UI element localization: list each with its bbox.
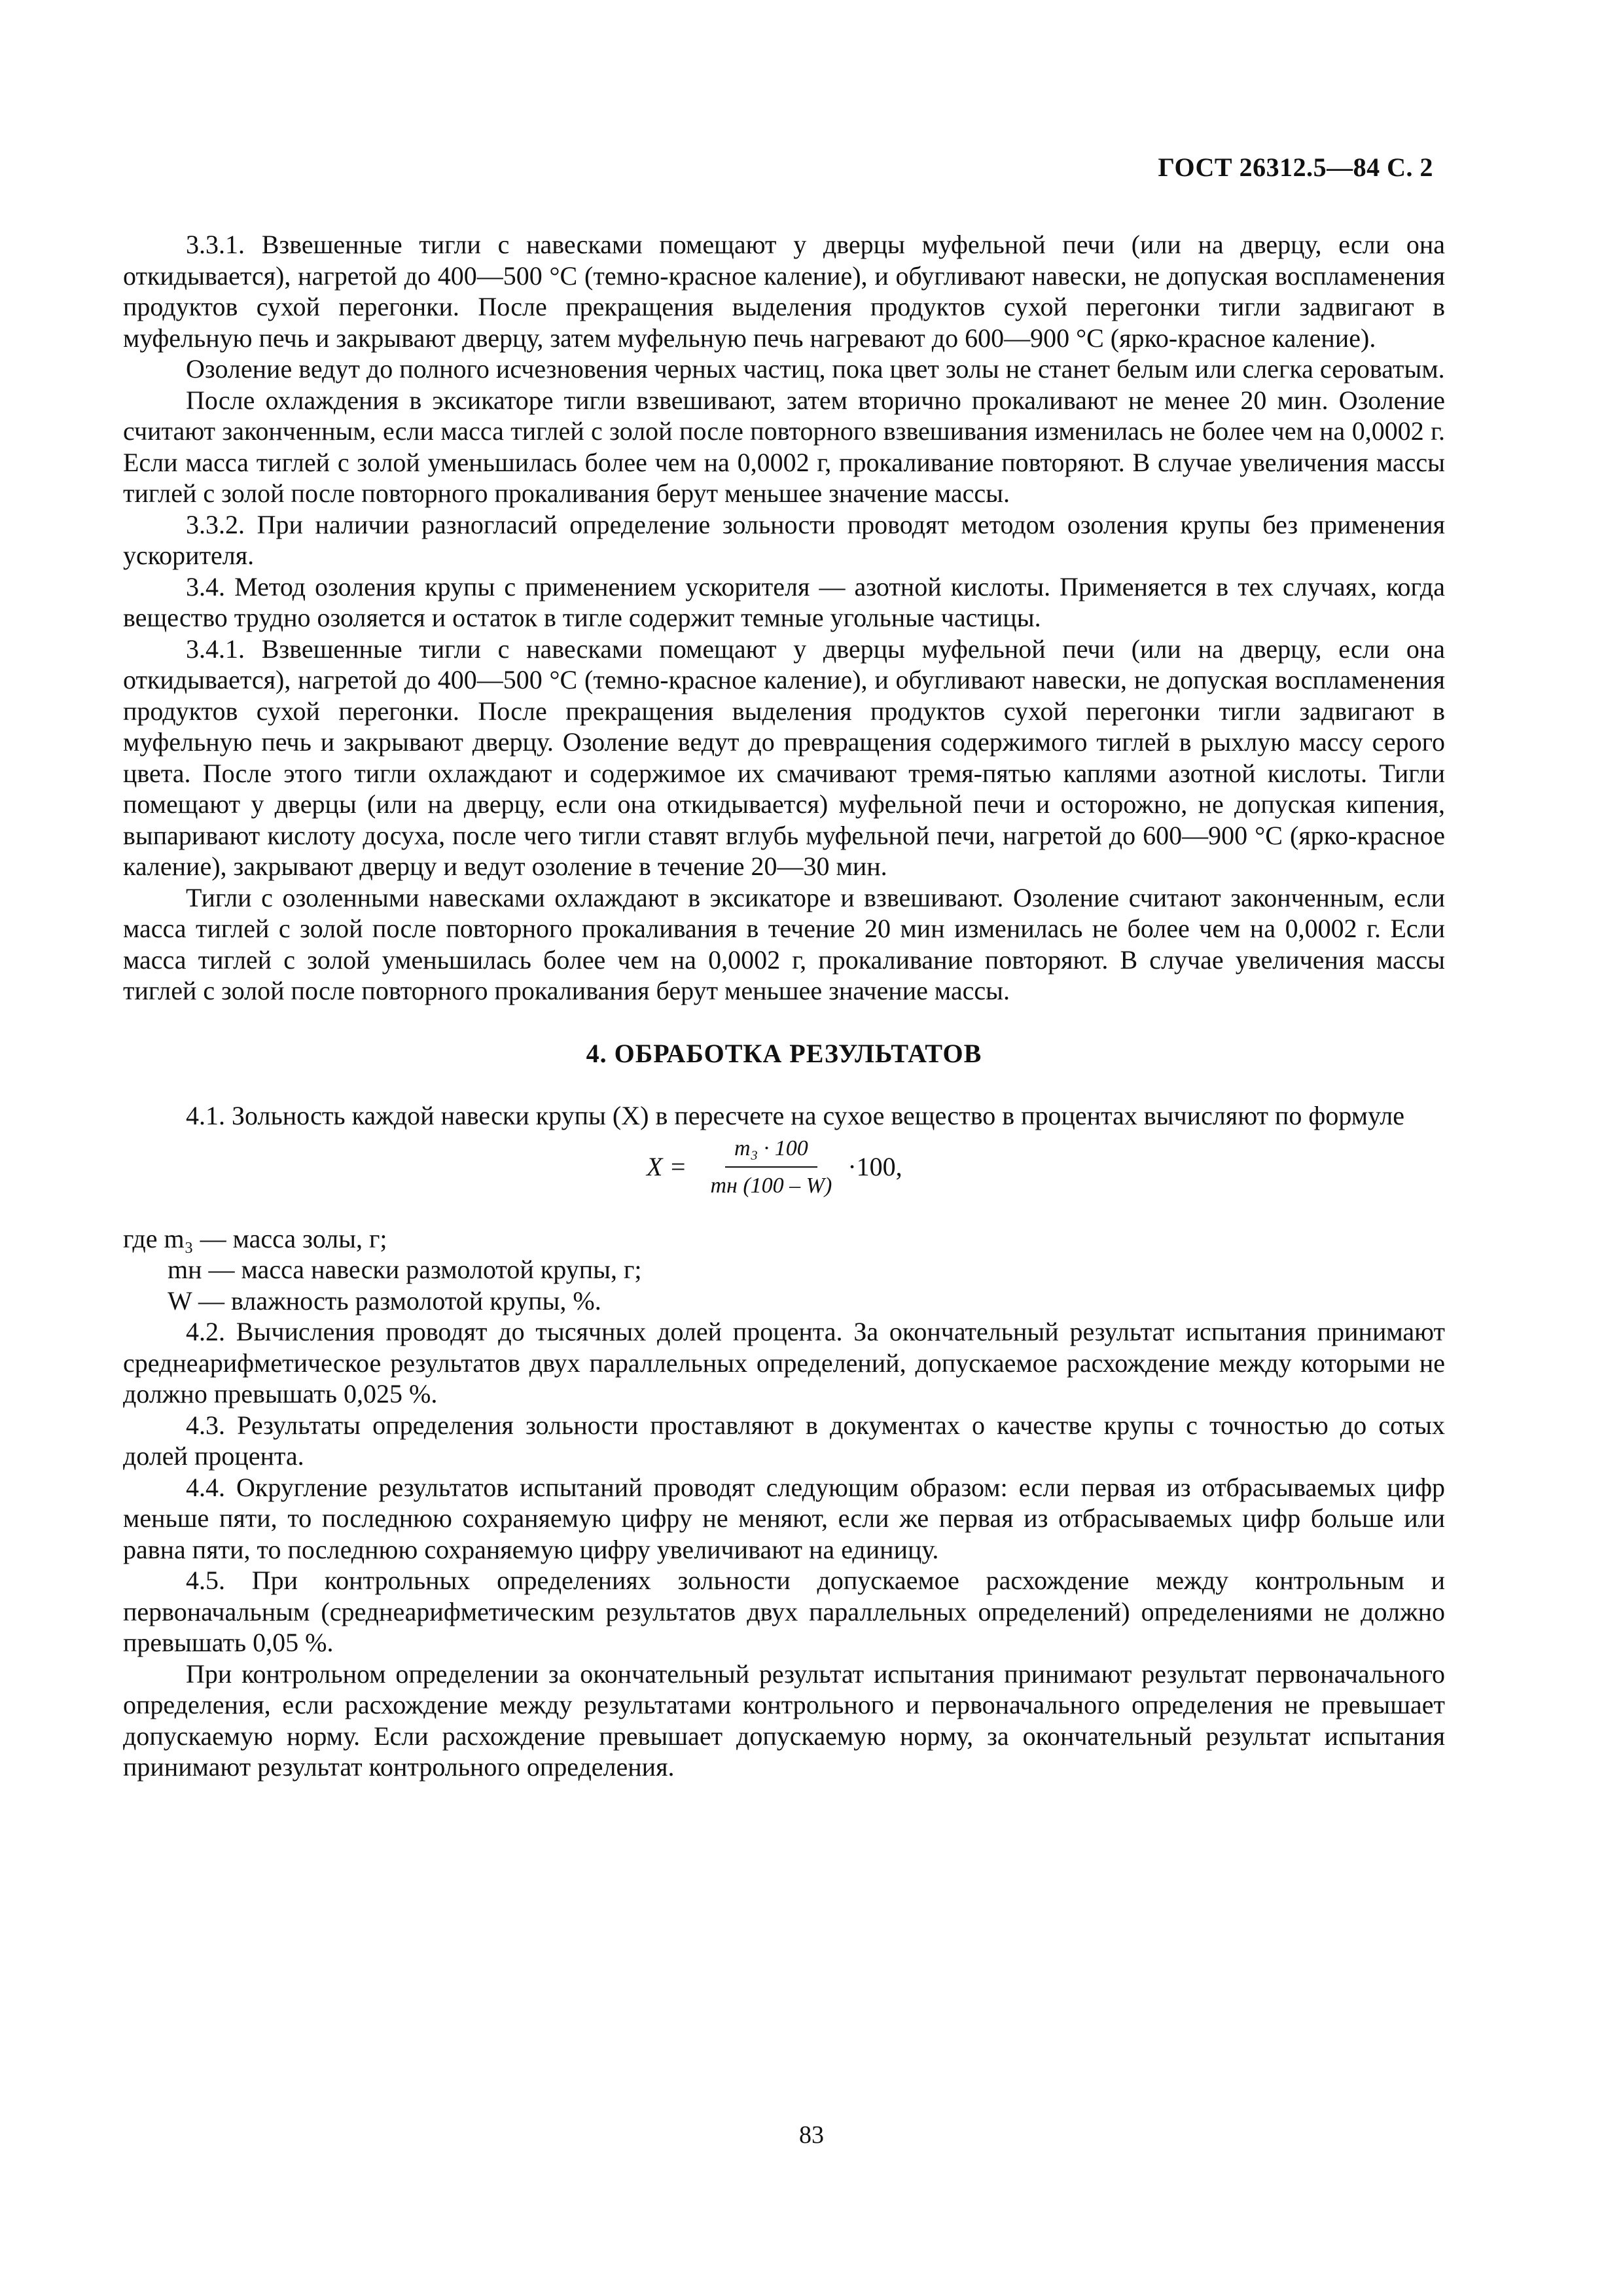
formula-denominator: mн (100 – W): [710, 1174, 832, 1198]
formula-block: [123, 1133, 1445, 1211]
paragraph-3-3-1: 3.3.1. Взвешенные тигли с навесками помещают у дверцы муфельной печи (или на дверцу, если она откидывается), нагретой до 400—500 °С (темно-красное каление), и обугливают навески, не допуская воспламенения продуктов сухой перегонки. После прекращения выделения продуктов сухой перегонки тигли задвигают в муфельную печь и закрывают дверцу, затем муфельную печь нагревают до 600—900 °С (ярко-красное каление).: [123, 230, 1445, 353]
formula-rhs: ·100,: [847, 1152, 902, 1182]
paragraph-control-determination: При контрольном определении за окончательный результат испытания принимают результат первоначального определения, если расхождение между результатами контрольного и первоначального определения не превышает допускаемую норму. Если расхождение превышает допускаемую норму, за окончательный результат испытания принимают результат контрольного определения.: [123, 1659, 1445, 1782]
paragraph-crucibles: Тигли с озоленными навесками охлаждают в эксикаторе и взвешивают. Озоление считают законченным, если масса тиглей с золой после повторного прокаливания в течение 20 мин изменилась не более чем на 0,0002 г. Если масса тиглей с золой уменьшилась более чем на 0,0002 г, прокаливание повторяют. В случае увеличения массы тиглей с золой после повторного прокаливания берут меньшее значение массы.: [123, 882, 1445, 1005]
formula-numerator: m₃ · 100: [725, 1133, 817, 1168]
formula: [647, 1133, 902, 1202]
formula-lhs: X =: [647, 1152, 687, 1182]
page-number: 83: [799, 2121, 824, 2149]
paragraph-3-3-2: 3.3.2. При наличии разногласий определение зольности проводят методом озоления крупы без применения ускорителя.: [123, 509, 1445, 570]
document-body: [123, 229, 1445, 1783]
paragraph-3-4-1: 3.4.1. Взвешенные тигли с навесками помещают у дверцы муфельной печи (или на дверцу, если она откидывается), нагретой до 400—500 °С (темно-красное каление), и обугливают навески, не допуская воспламенения продуктов сухой перегонки. После прекращения выделения продуктов сухой перегонки тигли задвигают в муфельную печь и закрывают дверцу. Озоление ведут до превращения содержимого тиглей в рыхлую массу серого цвета. После этого тигли охлаждают и содержимое их смачивают тремя-пятью каплями азотной кислоты. Тигли помещают у дверцы (или на дверцу, если она откидывается) муфельной печи и осторожно, не допуская кипения, выпаривают кислоту досуха, после чего тигли ставят вглубь муфельной печи, нагретой до 600—900 °С (ярко-красное каление), закрывают дверцу и ведут озоление в течение 20—30 мин.: [123, 634, 1445, 881]
legend-line-ash-mass: где m₃ — масса золы, г;: [123, 1223, 387, 1253]
paragraph-cooling: После охлаждения в эксикаторе тигли взвешивают, затем вторично прокаливают не менее 20 мин. Озоление считают законченным, если масса тиглей с золой после повторного взвешивания изменилась не более чем на 0,0002 г. Если масса тиглей с золой уменьшилась более чем на 0,0002 г, прокаливание повторяют. В случае увеличения массы тиглей с золой после повторного прокаливания берут меньшее значение массы.: [123, 385, 1445, 508]
paragraph-4-2: 4.2. Вычисления проводят до тысячных долей процента. За окончательный результат испытания принимают среднеарифметическое результатов двух параллельных определений, допускаемое расхождение между которыми не должно превышать 0,025 %.: [123, 1317, 1445, 1408]
paragraph-4-3: 4.3. Результаты определения зольности проставляют в документах о качестве крупы с точностью до сотых долей процента.: [123, 1410, 1445, 1471]
paragraph-ashing: Озоление ведут до полного исчезновения черных частиц, пока цвет золы не станет белым или слегка сероватым.: [186, 354, 1445, 384]
legend-line-moisture: W — влажность размолотой крупы, %.: [168, 1285, 601, 1316]
formula-fraction: [701, 1133, 841, 1202]
section-title: 4. ОБРАБОТКА РЕЗУЛЬТАТОВ: [586, 1038, 982, 1068]
document-header: ГОСТ 26312.5—84 С. 2: [1158, 152, 1433, 182]
paragraph-3-4: 3.4. Метод озоления крупы с применением ускорителя — азотной кислоты. Применяется в тех случаях, когда вещество трудно озоляется и остаток в тигле содержит темные угольные частицы.: [123, 571, 1445, 632]
legend-line-sample-mass: mн — масса навески размолотой крупы, г;: [168, 1255, 642, 1284]
paragraph-4-5: 4.5. При контрольных определениях зольности допускаемое расхождение между контрольным и первоначальным (среднеарифметическим результатов двух параллельных определений) определениями не должно превышать 0,05 %.: [123, 1566, 1445, 1657]
paragraph-4-4: 4.4. Округление результатов испытаний проводят следующим образом: если первая из отбрасываемых цифр меньше пяти, то последнюю сохраняемую цифру не меняют, если же первая из отбрасываемых цифр больше или равна пяти, то последнюю сохраняемую цифру увеличивают на единицу.: [123, 1472, 1445, 1564]
variable-legend: [123, 1223, 1445, 1317]
paragraph-4-1: 4.1. Зольность каждой навески крупы (X) в пересчете на сухое вещество в процентах вычисляют по формуле: [186, 1101, 1405, 1130]
